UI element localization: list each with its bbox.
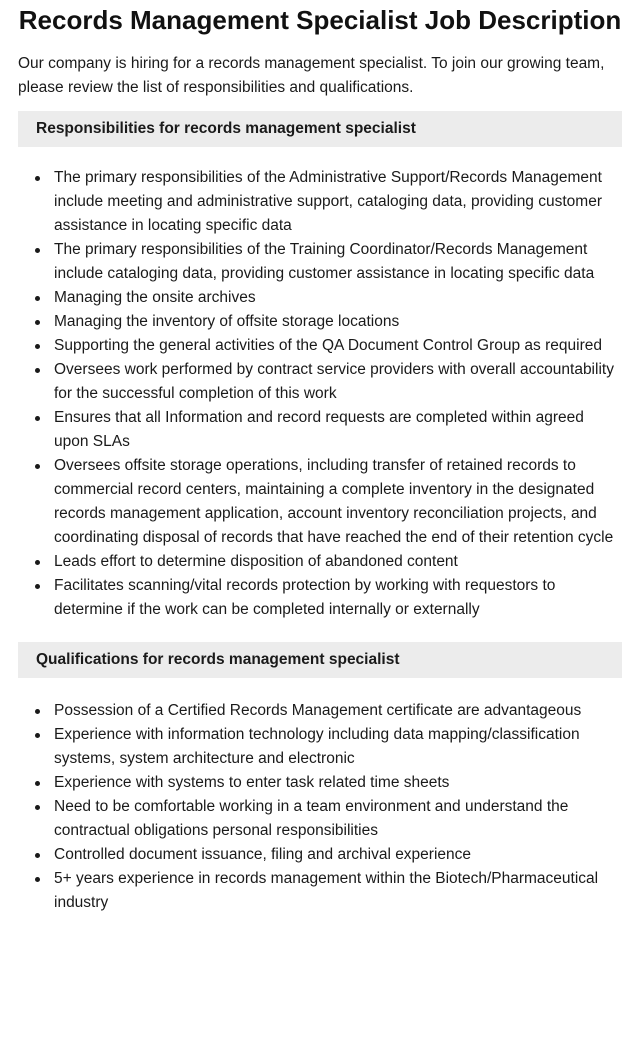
- list-item: [18, 310, 622, 334]
- qualifications-section: [18, 642, 622, 915]
- list-item: [18, 795, 622, 843]
- bullet-icon: [35, 584, 40, 589]
- qualifications-heading: Qualifications for records management specialist: [18, 642, 622, 678]
- bullet-icon: [35, 709, 40, 714]
- list-item-text: The primary responsibilities of the Training Coordinator/Records Management include cataloging data, providing customer assistance in locating specific data: [54, 241, 595, 282]
- bullet-icon: [35, 368, 40, 373]
- responsibilities-section: [18, 111, 622, 622]
- bullet-icon: [35, 296, 40, 301]
- list-item-text: Need to be comfortable working in a team environment and understand the contractual obligations personal responsibilities: [54, 798, 569, 839]
- list-item-text: Leads effort to determine disposition of abandoned content: [54, 553, 458, 570]
- list-item-text: Supporting the general activities of the QA Document Control Group as required: [54, 337, 602, 354]
- list-item-text: Managing the inventory of offsite storage locations: [54, 313, 400, 330]
- list-item: [18, 843, 622, 867]
- intro-paragraph: Our company is hiring for a records management specialist. To join our growing team, please review the list of responsibilities and qualifications.: [18, 55, 605, 96]
- bullet-icon: [35, 877, 40, 882]
- bullet-icon: [35, 464, 40, 469]
- list-item: [18, 286, 622, 310]
- list-item-text: Experience with information technology including data mapping/classification systems, system architecture and electronic: [54, 726, 580, 767]
- bullet-icon: [35, 416, 40, 421]
- list-item-text: Possession of a Certified Records Management certificate are advantageous: [54, 702, 582, 719]
- list-item: [18, 723, 622, 771]
- list-item: [18, 699, 622, 723]
- list-item-text: Oversees work performed by contract service providers with overall accountability for the successful completion of this work: [54, 361, 614, 402]
- bullet-icon: [35, 344, 40, 349]
- list-item-text: Controlled document issuance, filing and archival experience: [54, 846, 472, 863]
- list-item-text: Ensures that all Information and record requests are completed within agreed upon SLAs: [54, 409, 584, 450]
- bullet-icon: [35, 805, 40, 810]
- responsibilities-list: [18, 166, 622, 622]
- list-item: [18, 454, 622, 550]
- bullet-icon: [35, 176, 40, 181]
- qualifications-list: [18, 699, 622, 915]
- list-item-text: Oversees offsite storage operations, including transfer of retained records to commercial record centers, maintaining a complete inventory in the designated records management application, account inventory reconciliation projects, and coordinating disposal of records that have reached the end of their retention cycle: [54, 457, 614, 546]
- list-item-text: Managing the onsite archives: [54, 289, 256, 306]
- bullet-icon: [35, 853, 40, 858]
- list-item-text: Experience with systems to enter task related time sheets: [54, 774, 450, 791]
- bullet-icon: [35, 320, 40, 325]
- list-item: [18, 574, 622, 622]
- list-item-text: Facilitates scanning/vital records protection by working with requestors to determine if the work can be completed internally or externally: [54, 577, 556, 618]
- list-item: [18, 238, 622, 286]
- list-item: [18, 550, 622, 574]
- page-title: Records Management Specialist Job Description: [18, 5, 622, 35]
- bullet-icon: [35, 733, 40, 738]
- bullet-icon: [35, 560, 40, 565]
- bullet-icon: [35, 781, 40, 786]
- list-item-text: 5+ years experience in records management within the Biotech/Pharmaceutical industry: [54, 870, 599, 911]
- list-item-text: The primary responsibilities of the Administrative Support/Records Management include meeting and administrative support, cataloging data, providing customer assistance in locating specific data: [54, 169, 602, 234]
- list-item: [18, 867, 622, 915]
- list-item: [18, 166, 622, 238]
- bullet-icon: [35, 248, 40, 253]
- list-item: [18, 406, 622, 454]
- list-item: [18, 771, 622, 795]
- responsibilities-heading: Responsibilities for records management specialist: [18, 111, 622, 147]
- list-item: [18, 334, 622, 358]
- list-item: [18, 358, 622, 406]
